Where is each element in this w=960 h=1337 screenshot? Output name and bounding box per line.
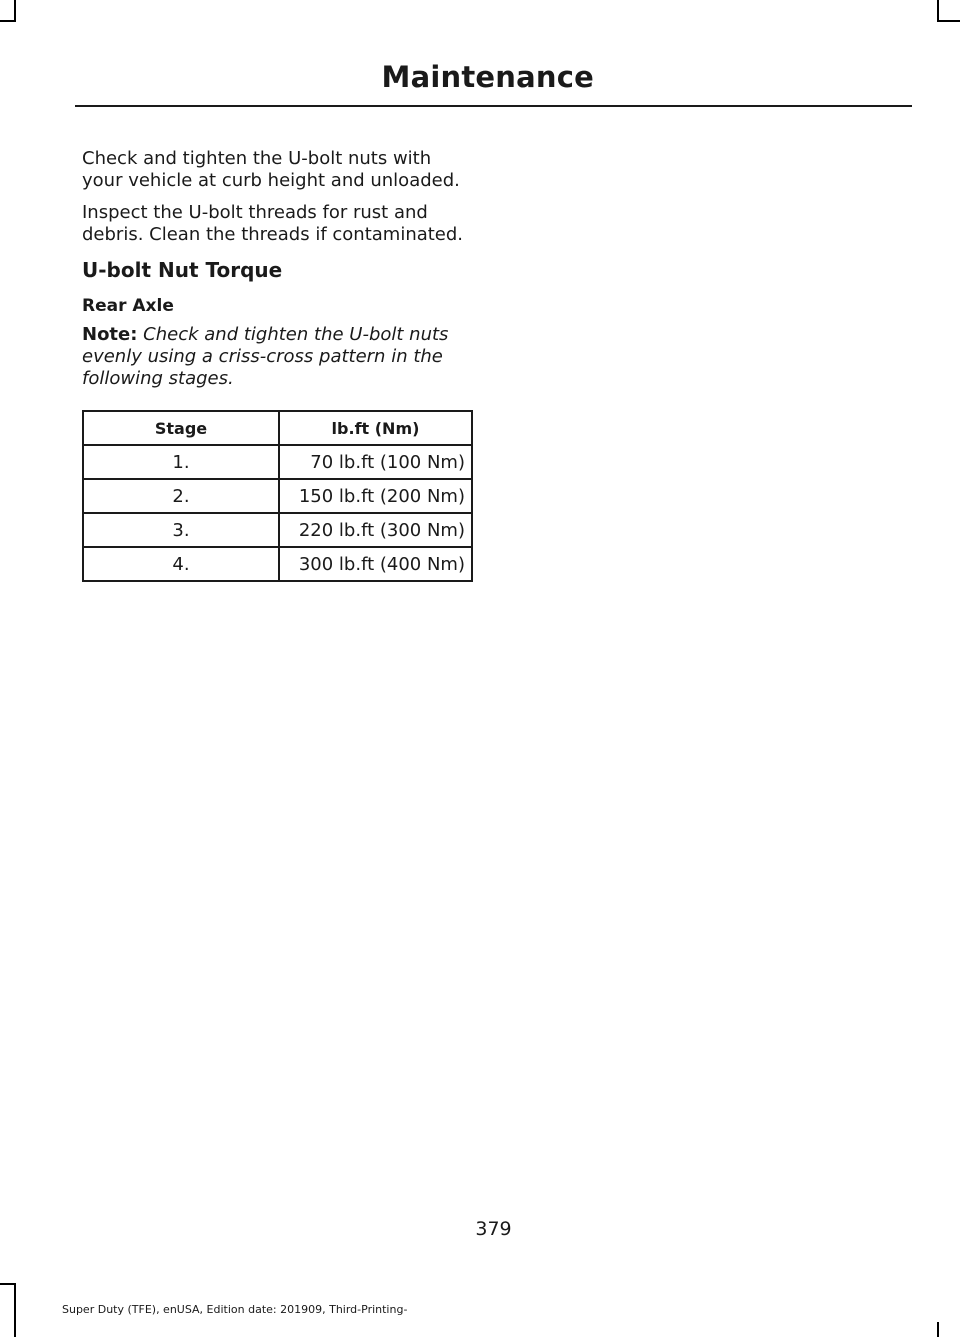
intro-paragraph: Inspect the U-bolt threads for rust and debris. Clean the threads if contaminated. [82, 202, 464, 245]
crop-mark [0, 20, 16, 22]
table-row [83, 445, 472, 479]
note-label: Note: [82, 324, 138, 345]
crop-mark [937, 0, 939, 22]
torque-cell: 70 lb.ft (100 Nm) [279, 445, 472, 479]
section-subheading: Rear Axle [82, 296, 174, 316]
intro-paragraph: Check and tighten the U-bolt nuts with your vehicle at curb height and unloaded. [82, 148, 460, 191]
torque-cell: 150 lb.ft (200 Nm) [279, 479, 472, 513]
torque-cell: 300 lb.ft (400 Nm) [279, 547, 472, 581]
main-content [82, 148, 474, 582]
footer-edition-info: Super Duty (TFE), enUSA, Edition date: 201909, Third-Printing- [62, 1303, 408, 1316]
stage-cell: 4. [83, 547, 279, 581]
page-header-title: Maintenance [381, 60, 594, 94]
stage-cell: 1. [83, 445, 279, 479]
crop-mark [14, 0, 16, 22]
header-divider [75, 105, 912, 107]
crop-mark [14, 1283, 16, 1337]
column-header-stage: Stage [83, 411, 279, 445]
table-header-row [83, 411, 472, 445]
note [82, 324, 474, 390]
crop-mark [937, 1322, 939, 1337]
crop-mark [0, 1283, 16, 1285]
table-row [83, 547, 472, 581]
stage-cell: 3. [83, 513, 279, 547]
page-number: 379 [475, 1218, 512, 1240]
column-header-torque: lb.ft (Nm) [279, 411, 472, 445]
torque-cell: 220 lb.ft (300 Nm) [279, 513, 472, 547]
stage-cell: 2. [83, 479, 279, 513]
table-row [83, 479, 472, 513]
table-row [83, 513, 472, 547]
note-text: Check and tighten the U-bolt nuts evenly using a criss-cross pattern in the following stages. [82, 324, 449, 389]
torque-table [82, 410, 473, 582]
section-heading: U-bolt Nut Torque [82, 258, 283, 282]
crop-mark [937, 20, 960, 22]
